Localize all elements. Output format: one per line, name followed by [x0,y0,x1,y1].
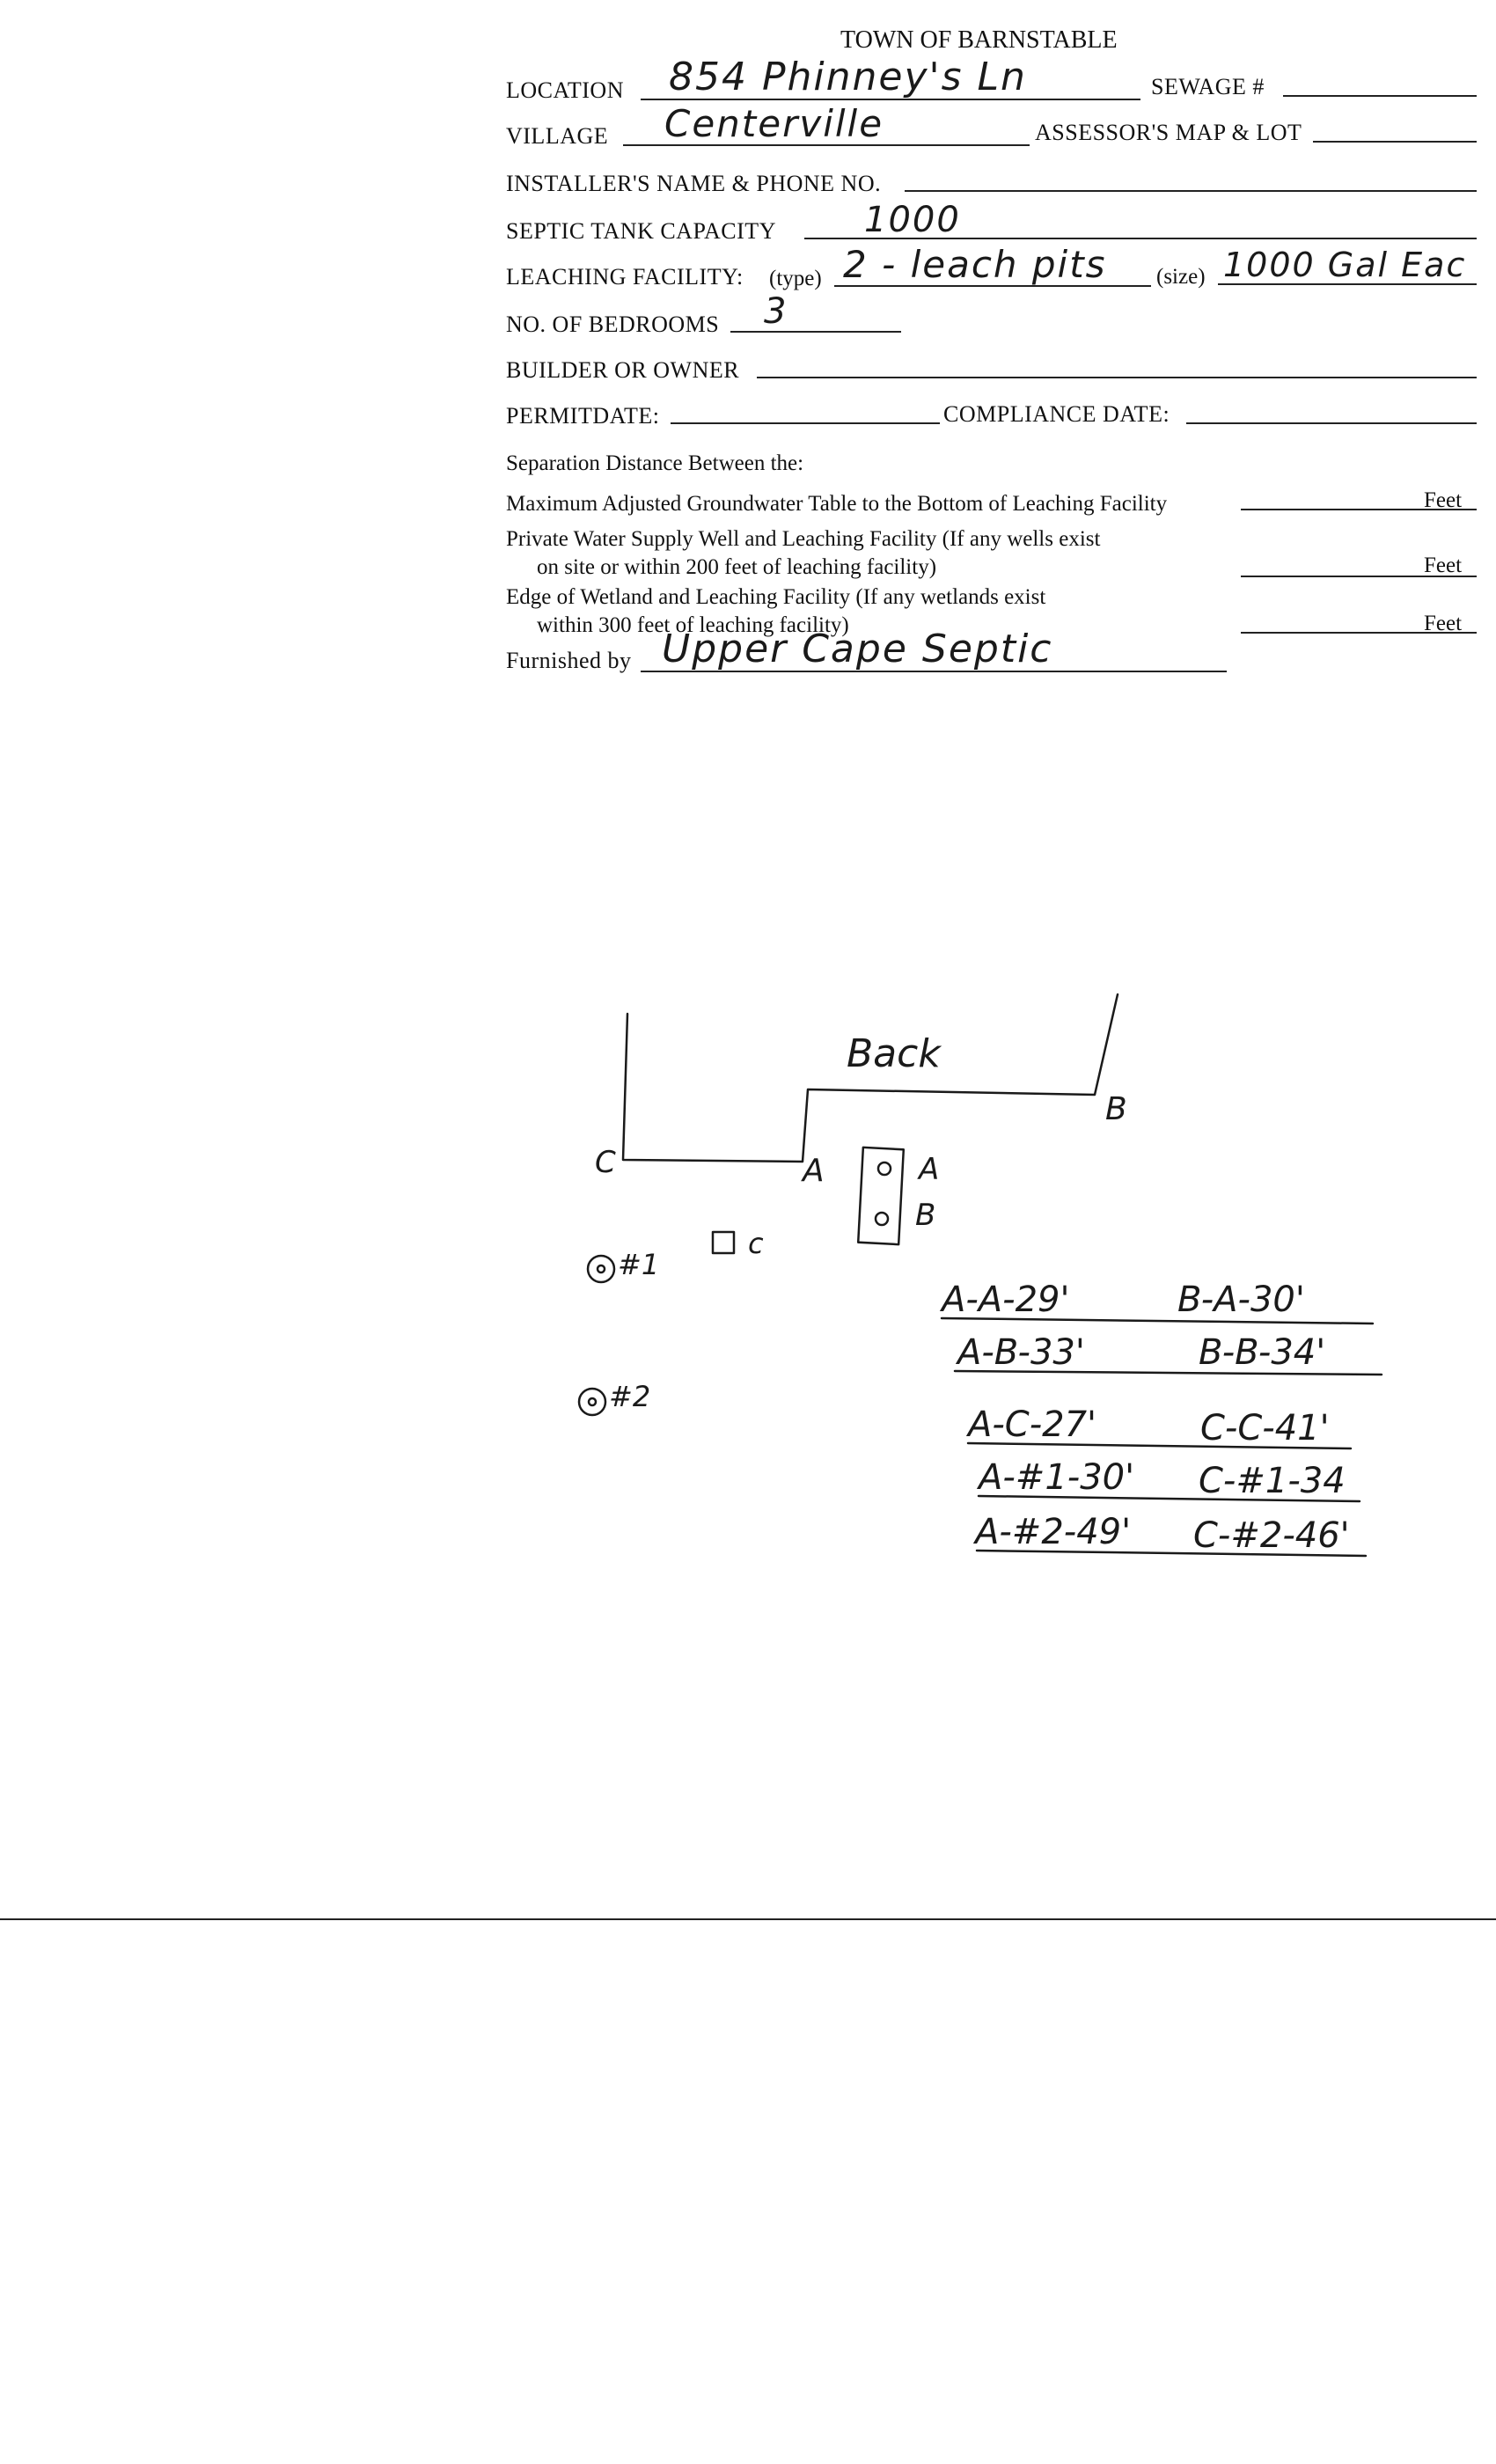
permit-label: PERMITDATE: [506,403,660,429]
measurement-right-5: C-#2-46' [1193,1515,1350,1556]
sep-well-label-2: on site or within 200 feet of leaching facility) [537,555,937,579]
sep-wetland-label-1: Edge of Wetland and Leaching Facility (If any wetlands exist [506,585,1046,609]
well-2-label: #2 [609,1380,651,1413]
tank-box [713,1232,734,1253]
measurement-right-3: C-C-41' [1200,1408,1330,1448]
sewage-label: SEWAGE # [1151,74,1265,99]
corner-c-label: C [595,1145,616,1180]
sketch-back-label: Back [847,1031,941,1076]
well-1-label: #1 [618,1248,660,1281]
furnished-value[interactable]: Upper Cape Septic [662,627,1053,671]
village-value[interactable]: Centerville [664,102,884,145]
sep-wetland-label-2: within 300 feet of leaching facility) [537,613,849,637]
separation-heading: Separation Distance Between the: [506,451,804,475]
measurement-right-2: B-B-34' [1199,1332,1326,1373]
well-1-dot [598,1265,605,1272]
measurement-right-1: B-A-30' [1177,1280,1305,1320]
leaching-type-label: (type) [769,267,822,290]
measurement-left-2: A-B-33' [957,1332,1085,1373]
measurement-left-1: A-A-29' [942,1280,1070,1320]
leaching-size-value[interactable]: 1000 Gal Eac [1223,246,1467,284]
pit-b-label: B [915,1198,936,1233]
house-outline [623,994,1118,1162]
measurement-right-4: C-#1-34 [1199,1461,1346,1501]
leaching-size-label: (size) [1156,265,1206,289]
tank-label: c [748,1227,764,1260]
builder-label: BUILDER OR OWNER [506,357,740,383]
sep-groundwater-label: Maximum Adjusted Groundwater Table to the Bottom of Leaching Facility [506,492,1168,516]
measurement-left-5: A-#2-49' [975,1512,1132,1552]
tank-label: SEPTIC TANK CAPACITY [506,218,776,244]
compliance-label: COMPLIANCE DATE: [943,401,1170,427]
tank-value[interactable]: 1000 [864,200,961,240]
corner-b-label: B [1105,1091,1127,1127]
furnished-label: Furnished by [506,648,632,673]
pit-a-label: A [919,1152,940,1187]
sep-wetland-unit: Feet [1424,612,1463,635]
page-bottom-rule [0,1918,1496,1920]
well-1-circle [588,1256,614,1282]
leach-pit-a [878,1162,891,1175]
measurement-left-3: A-C-27' [968,1404,1097,1445]
measurement-left-4: A-#1-30' [979,1457,1135,1498]
form-title: TOWN OF BARNSTABLE [840,26,1118,54]
bedrooms-label: NO. OF BEDROOMS [506,312,720,337]
well-2-circle [579,1389,605,1415]
sep-well-unit: Feet [1424,554,1463,577]
installer-label: INSTALLER'S NAME & PHONE NO. [506,171,882,196]
leaching-label: LEACHING FACILITY: [506,264,744,290]
sep-groundwater-unit: Feet [1424,488,1463,512]
leaching-type-value[interactable]: 2 - leach pits [843,243,1107,286]
bedrooms-value[interactable]: 3 [764,291,788,332]
sep-well-label-1: Private Water Supply Well and Leaching Facility (If any wells exist [506,527,1101,551]
location-label: LOCATION [506,77,624,103]
village-label: VILLAGE [506,123,609,149]
corner-a-label: A [803,1153,825,1189]
assessor-label: ASSESSOR'S MAP & LOT [1035,120,1302,145]
well-2-dot [589,1398,596,1405]
leach-pit-box [858,1148,904,1244]
leach-pit-b [876,1213,888,1225]
location-value[interactable]: 854 Phinney's Ln [669,55,1027,99]
